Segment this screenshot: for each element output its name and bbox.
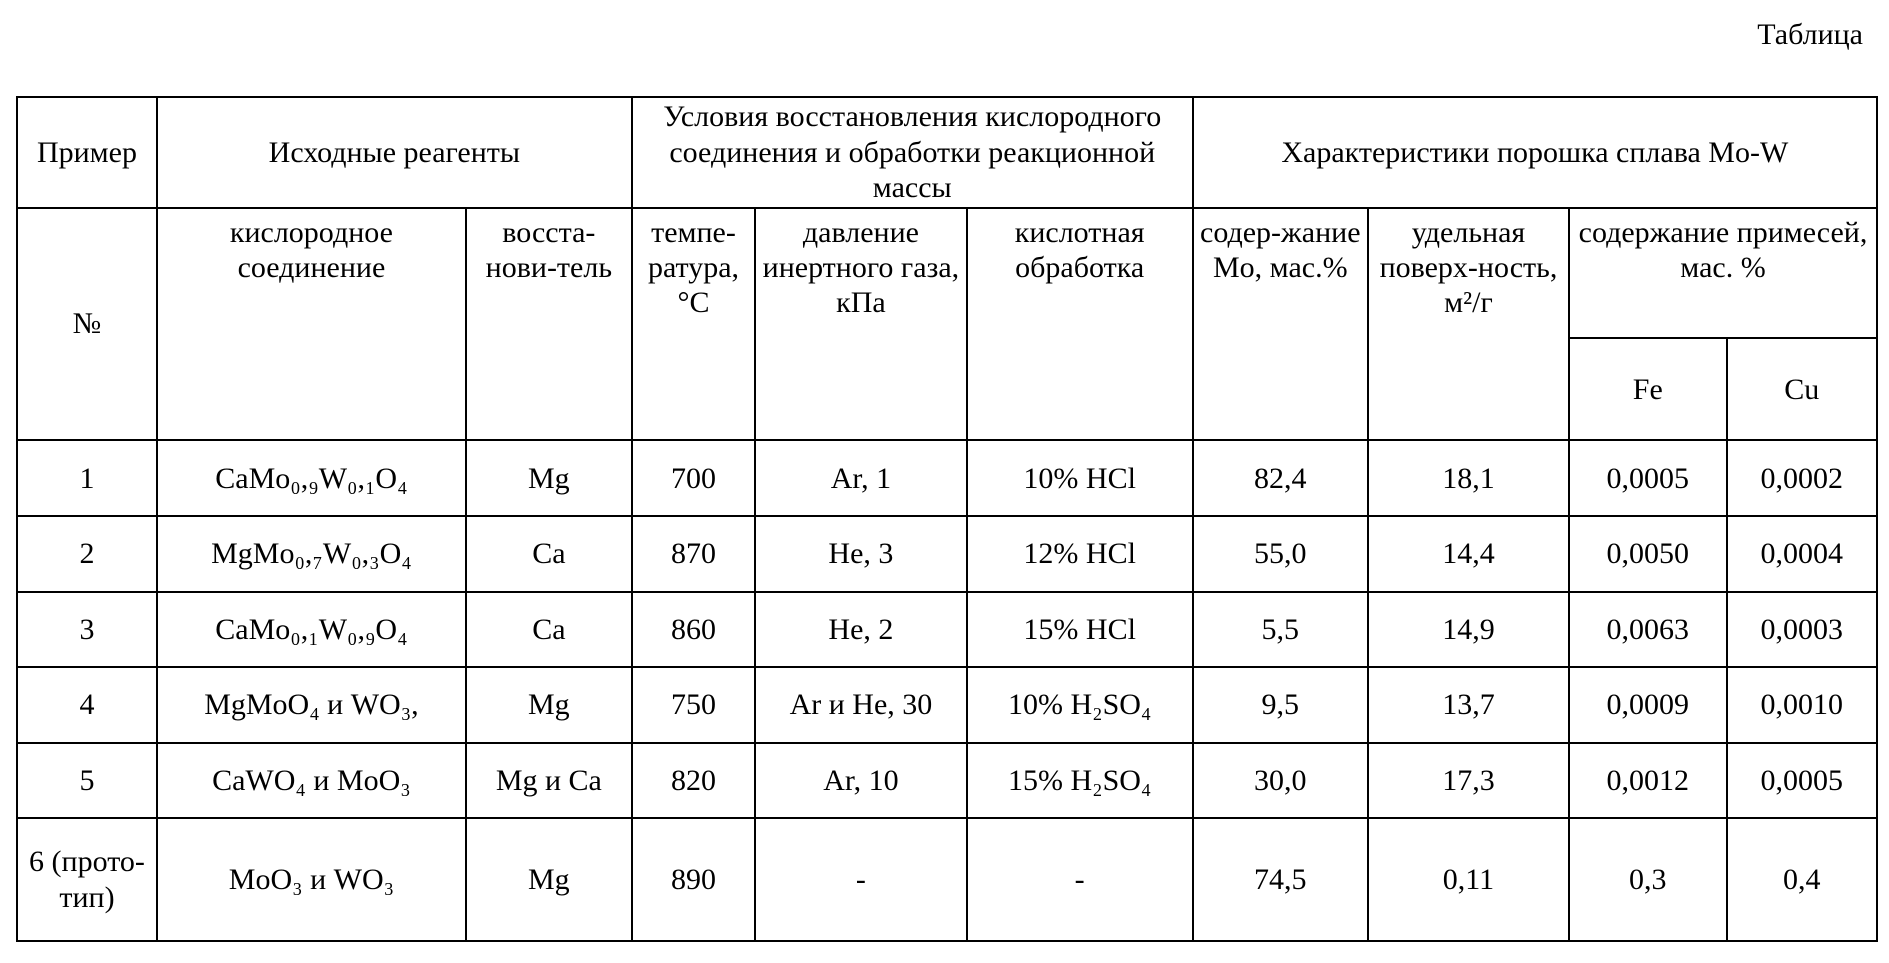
cell-mo: 82,4 [1193, 440, 1368, 516]
cell-fe: 0,3 [1569, 818, 1727, 941]
cell-num: 6 (прото-тип) [17, 818, 157, 941]
cell-surface: 17,3 [1368, 743, 1569, 819]
cell-num: 4 [17, 667, 157, 743]
cell-acid: 10% H₂SO₄ [967, 667, 1193, 743]
cell-temp: 870 [632, 516, 755, 592]
cell-temp: 890 [632, 818, 755, 941]
header-conditions [632, 97, 1193, 208]
cell-cu: 0,0003 [1727, 592, 1877, 668]
cell-reducer: Mg [466, 667, 632, 743]
header-reducer: восста-нови-тель [466, 208, 632, 441]
data-table [16, 96, 1878, 942]
cell-reducer: Ca [466, 592, 632, 668]
cell-pressure: He, 3 [755, 516, 967, 592]
cell-reducer: Ca [466, 516, 632, 592]
table-row [17, 516, 1877, 592]
cell-acid: 15% H₂SO₄ [967, 743, 1193, 819]
header-reagents: Исходные реагенты [157, 97, 632, 208]
header-acid-treatment: кислотная обработка [967, 208, 1193, 441]
header-row-1 [17, 97, 1877, 208]
table-row [17, 743, 1877, 819]
header-cu: Cu [1727, 338, 1877, 440]
header-example: Пример [17, 97, 157, 208]
cell-mo: 55,0 [1193, 516, 1368, 592]
header-conditions-text: Условия восстановления кислородного соединения и обработки реакционной массы [663, 100, 1162, 204]
cell-compound: MoO₃ и WO₃ [157, 818, 466, 941]
cell-surface: 14,4 [1368, 516, 1569, 592]
cell-compound: MgMo₀,₇W₀,₃O₄ [157, 516, 466, 592]
cell-acid: 12% HCl [967, 516, 1193, 592]
cell-reducer: Mg и Ca [466, 743, 632, 819]
header-surface: удельная поверх-ность, м²/г [1368, 208, 1569, 441]
cell-cu: 0,0004 [1727, 516, 1877, 592]
header-number: № [17, 208, 157, 441]
cell-compound: CaMo₀,₁W₀,₉O₄ [157, 592, 466, 668]
cell-pressure: - [755, 818, 967, 941]
cell-surface: 18,1 [1368, 440, 1569, 516]
cell-num: 1 [17, 440, 157, 516]
cell-compound: MgMoO₄ и WO₃, [157, 667, 466, 743]
table-row [17, 440, 1877, 516]
table-row [17, 818, 1877, 941]
header-characteristics: Характеристики порошка сплава Mo-W [1193, 97, 1877, 208]
cell-surface: 14,9 [1368, 592, 1569, 668]
table-caption: Таблица [1757, 18, 1863, 51]
cell-cu: 0,0010 [1727, 667, 1877, 743]
cell-compound: CaWO₄ и MoO₃ [157, 743, 466, 819]
cell-surface: 0,11 [1368, 818, 1569, 941]
cell-reducer: Mg [466, 440, 632, 516]
cell-temp: 860 [632, 592, 755, 668]
cell-surface: 13,7 [1368, 667, 1569, 743]
cell-cu: 0,0002 [1727, 440, 1877, 516]
cell-num: 2 [17, 516, 157, 592]
header-temperature: темпе-ратура, °C [632, 208, 755, 441]
cell-cu: 0,0005 [1727, 743, 1877, 819]
cell-reducer: Mg [466, 818, 632, 941]
cell-fe: 0,0012 [1569, 743, 1727, 819]
cell-pressure: He, 2 [755, 592, 967, 668]
header-oxygen-compound: кислородное соединение [157, 208, 466, 441]
header-pressure: давление инертного газа, кПа [755, 208, 967, 441]
cell-mo: 5,5 [1193, 592, 1368, 668]
cell-pressure: Ar, 1 [755, 440, 967, 516]
cell-fe: 0,0050 [1569, 516, 1727, 592]
cell-mo: 9,5 [1193, 667, 1368, 743]
cell-pressure: Ar, 10 [755, 743, 967, 819]
cell-cu: 0,4 [1727, 818, 1877, 941]
cell-pressure: Ar и He, 30 [755, 667, 967, 743]
cell-mo: 74,5 [1193, 818, 1368, 941]
cell-num: 3 [17, 592, 157, 668]
cell-acid: 15% HCl [967, 592, 1193, 668]
cell-temp: 750 [632, 667, 755, 743]
cell-acid: - [967, 818, 1193, 941]
table-row [17, 592, 1877, 668]
cell-mo: 30,0 [1193, 743, 1368, 819]
cell-temp: 820 [632, 743, 755, 819]
cell-num: 5 [17, 743, 157, 819]
table-row [17, 667, 1877, 743]
header-fe: Fe [1569, 338, 1727, 440]
cell-compound: CaMo₀,₉W₀,₁O₄ [157, 440, 466, 516]
header-row-2 [17, 208, 1877, 339]
cell-fe: 0,0063 [1569, 592, 1727, 668]
header-mo-content: содер-жание Mo, мас.% [1193, 208, 1368, 441]
cell-temp: 700 [632, 440, 755, 516]
cell-fe: 0,0009 [1569, 667, 1727, 743]
cell-acid: 10% HCl [967, 440, 1193, 516]
header-impurities: содержание примесей, мас. % [1569, 208, 1877, 339]
cell-fe: 0,0005 [1569, 440, 1727, 516]
